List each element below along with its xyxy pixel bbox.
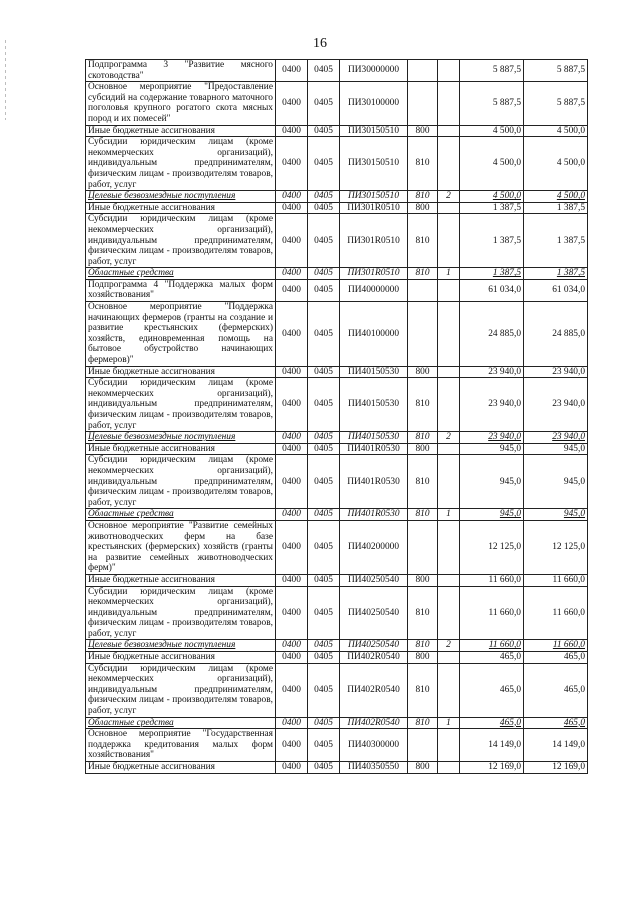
row-name-cell: Иные бюджетные ассигнования <box>86 574 276 586</box>
funding-source-cell <box>438 455 460 509</box>
amount-cell-second: 465,0 <box>524 663 588 717</box>
table-row <box>86 640 588 652</box>
funding-source-cell <box>438 214 460 268</box>
expense-type-cell: 810 <box>408 137 438 191</box>
budget-table <box>85 59 588 774</box>
target-article-cell: ПИ40250540 <box>340 574 408 586</box>
funding-source-cell <box>438 652 460 664</box>
amount-cell: 23 940,0 <box>460 366 524 378</box>
funding-source-cell <box>438 137 460 191</box>
target-article-cell: ПИ402R0540 <box>340 652 408 664</box>
target-article-cell: ПИ40150530 <box>340 432 408 444</box>
row-name-cell: Иные бюджетные ассигнования <box>86 762 276 774</box>
table-row <box>86 137 588 191</box>
expense-type-cell: 810 <box>408 455 438 509</box>
section-code-cell: 0400 <box>276 214 308 268</box>
amount-cell: 5 887,5 <box>460 60 524 82</box>
table-row <box>86 520 588 574</box>
target-article-cell: ПИ401R0530 <box>340 509 408 521</box>
table-row <box>86 717 588 729</box>
section-code-cell: 0400 <box>276 574 308 586</box>
row-name-cell: Иные бюджетные ассигнования <box>86 443 276 455</box>
section-code-cell: 0400 <box>276 586 308 640</box>
funding-source-cell: 1 <box>438 509 460 521</box>
funding-source-cell <box>438 202 460 214</box>
funding-source-cell <box>438 729 460 762</box>
expense-type-cell: 810 <box>408 509 438 521</box>
section-code-cell: 0400 <box>276 652 308 664</box>
table-row <box>86 586 588 640</box>
amount-cell: 23 940,0 <box>460 432 524 444</box>
amount-cell-second: 24 885,0 <box>524 302 588 367</box>
expense-type-cell: 810 <box>408 432 438 444</box>
subsection-code-cell: 0405 <box>308 137 340 191</box>
target-article-cell: ПИ30000000 <box>340 60 408 82</box>
table-row <box>86 455 588 509</box>
target-article-cell: ПИ402R0540 <box>340 663 408 717</box>
subsection-code-cell: 0405 <box>308 366 340 378</box>
target-article-cell: ПИ30150510 <box>340 191 408 203</box>
table-row <box>86 443 588 455</box>
row-name-cell: Иные бюджетные ассигнования <box>86 202 276 214</box>
table-row <box>86 60 588 82</box>
amount-cell-second: 11 660,0 <box>524 574 588 586</box>
expense-type-cell <box>408 60 438 82</box>
margin-dotted-line <box>5 40 6 120</box>
target-article-cell: ПИ401R0530 <box>340 443 408 455</box>
expense-type-cell: 810 <box>408 268 438 280</box>
funding-source-cell <box>438 443 460 455</box>
expense-type-cell <box>408 729 438 762</box>
expense-type-cell: 810 <box>408 640 438 652</box>
expense-type-cell: 810 <box>408 191 438 203</box>
subsection-code-cell: 0405 <box>308 663 340 717</box>
row-name-cell: Субсидии юридическим лицам (кроме некоммерческих организаций), индивидуальным предпринимателям, физическим лицам - производителям товаров, работ, услуг <box>86 586 276 640</box>
funding-source-cell <box>438 366 460 378</box>
amount-cell: 465,0 <box>460 717 524 729</box>
table-row <box>86 729 588 762</box>
row-name-cell: Иные бюджетные ассигнования <box>86 125 276 137</box>
row-name-cell: Субсидии юридическим лицам (кроме некоммерческих организаций), индивидуальным предпринимателям, физическим лицам - производителям товаров, работ, услуг <box>86 137 276 191</box>
row-name-cell: Областные средства <box>86 268 276 280</box>
amount-cell-second: 465,0 <box>524 717 588 729</box>
amount-cell: 465,0 <box>460 663 524 717</box>
table-row <box>86 432 588 444</box>
amount-cell-second: 11 660,0 <box>524 640 588 652</box>
amount-cell: 4 500,0 <box>460 125 524 137</box>
target-article-cell: ПИ40150530 <box>340 366 408 378</box>
row-name-cell: Областные средства <box>86 509 276 521</box>
funding-source-cell: 1 <box>438 717 460 729</box>
amount-cell-second: 5 887,5 <box>524 82 588 125</box>
funding-source-cell <box>438 82 460 125</box>
subsection-code-cell: 0405 <box>308 729 340 762</box>
expense-type-cell <box>408 82 438 125</box>
table-row <box>86 302 588 367</box>
expense-type-cell: 800 <box>408 202 438 214</box>
funding-source-cell: 2 <box>438 640 460 652</box>
expense-type-cell <box>408 520 438 574</box>
expense-type-cell: 800 <box>408 443 438 455</box>
budget-table-body <box>86 60 588 774</box>
row-name-cell: Субсидии юридическим лицам (кроме некоммерческих организаций), индивидуальным предпринимателям, физическим лицам - производителям товаров, работ, услуг <box>86 214 276 268</box>
amount-cell-second: 12 169,0 <box>524 762 588 774</box>
amount-cell-second: 23 940,0 <box>524 432 588 444</box>
table-row <box>86 202 588 214</box>
amount-cell: 14 149,0 <box>460 729 524 762</box>
section-code-cell: 0400 <box>276 432 308 444</box>
subsection-code-cell: 0405 <box>308 60 340 82</box>
subsection-code-cell: 0405 <box>308 82 340 125</box>
amount-cell: 945,0 <box>460 509 524 521</box>
amount-cell-second: 4 500,0 <box>524 191 588 203</box>
table-row <box>86 652 588 664</box>
subsection-code-cell: 0405 <box>308 640 340 652</box>
section-code-cell: 0400 <box>276 302 308 367</box>
table-row <box>86 762 588 774</box>
target-article-cell: ПИ40000000 <box>340 279 408 301</box>
expense-type-cell: 810 <box>408 717 438 729</box>
amount-cell-second: 465,0 <box>524 652 588 664</box>
row-name-cell: Подпрограмма 4 "Поддержка малых форм хозяйствования" <box>86 279 276 301</box>
expense-type-cell: 810 <box>408 586 438 640</box>
subsection-code-cell: 0405 <box>308 378 340 432</box>
amount-cell-second: 945,0 <box>524 509 588 521</box>
section-code-cell: 0400 <box>276 125 308 137</box>
funding-source-cell <box>438 302 460 367</box>
table-row <box>86 279 588 301</box>
funding-source-cell: 2 <box>438 191 460 203</box>
section-code-cell: 0400 <box>276 717 308 729</box>
row-name-cell: Областные средства <box>86 717 276 729</box>
funding-source-cell: 1 <box>438 268 460 280</box>
expense-type-cell: 800 <box>408 652 438 664</box>
section-code-cell: 0400 <box>276 762 308 774</box>
funding-source-cell <box>438 663 460 717</box>
row-name-cell: Основное мероприятие "Поддержка начинающих фермеров (гранты на создание и развитие крестьянских (фермерских) хозяйств, единовременная помощь на бытовое обустройство начинающих фермеров)" <box>86 302 276 367</box>
subsection-code-cell: 0405 <box>308 214 340 268</box>
expense-type-cell: 800 <box>408 762 438 774</box>
subsection-code-cell: 0405 <box>308 520 340 574</box>
row-name-cell: Основное мероприятие "Предоставление субсидий на содержание товарного маточного поголовья крупного рогатого скота мясных пород и их помесей" <box>86 82 276 125</box>
section-code-cell: 0400 <box>276 202 308 214</box>
target-article-cell: ПИ40150530 <box>340 378 408 432</box>
target-article-cell: ПИ30150510 <box>340 137 408 191</box>
funding-source-cell <box>438 125 460 137</box>
target-article-cell: ПИ40300000 <box>340 729 408 762</box>
subsection-code-cell: 0405 <box>308 125 340 137</box>
amount-cell-second: 945,0 <box>524 455 588 509</box>
target-article-cell: ПИ301R0510 <box>340 214 408 268</box>
funding-source-cell <box>438 586 460 640</box>
section-code-cell: 0400 <box>276 60 308 82</box>
amount-cell: 4 500,0 <box>460 137 524 191</box>
table-row <box>86 125 588 137</box>
table-row <box>86 214 588 268</box>
target-article-cell: ПИ30150510 <box>340 125 408 137</box>
funding-source-cell <box>438 762 460 774</box>
section-code-cell: 0400 <box>276 137 308 191</box>
section-code-cell: 0400 <box>276 191 308 203</box>
target-article-cell: ПИ402R0540 <box>340 717 408 729</box>
section-code-cell: 0400 <box>276 509 308 521</box>
amount-cell-second: 4 500,0 <box>524 125 588 137</box>
expense-type-cell: 800 <box>408 125 438 137</box>
row-name-cell: Субсидии юридическим лицам (кроме некоммерческих организаций), индивидуальным предпринимателям, физическим лицам - производителям товаров, работ, услуг <box>86 378 276 432</box>
amount-cell-second: 23 940,0 <box>524 378 588 432</box>
target-article-cell: ПИ301R0510 <box>340 268 408 280</box>
funding-source-cell: 2 <box>438 432 460 444</box>
target-article-cell: ПИ40250540 <box>340 586 408 640</box>
expense-type-cell: 800 <box>408 574 438 586</box>
amount-cell: 12 169,0 <box>460 762 524 774</box>
target-article-cell: ПИ40200000 <box>340 520 408 574</box>
subsection-code-cell: 0405 <box>308 574 340 586</box>
table-row <box>86 82 588 125</box>
row-name-cell: Субсидии юридическим лицам (кроме некоммерческих организаций), индивидуальным предпринимателям, физическим лицам - производителям товаров, работ, услуг <box>86 455 276 509</box>
target-article-cell: ПИ40350550 <box>340 762 408 774</box>
amount-cell: 11 660,0 <box>460 574 524 586</box>
amount-cell: 23 940,0 <box>460 378 524 432</box>
subsection-code-cell: 0405 <box>308 202 340 214</box>
amount-cell: 945,0 <box>460 455 524 509</box>
subsection-code-cell: 0405 <box>308 191 340 203</box>
target-article-cell: ПИ30100000 <box>340 82 408 125</box>
amount-cell-second: 1 387,5 <box>524 202 588 214</box>
section-code-cell: 0400 <box>276 520 308 574</box>
subsection-code-cell: 0405 <box>308 762 340 774</box>
expense-type-cell: 810 <box>408 663 438 717</box>
section-code-cell: 0400 <box>276 640 308 652</box>
section-code-cell: 0400 <box>276 378 308 432</box>
section-code-cell: 0400 <box>276 455 308 509</box>
subsection-code-cell: 0405 <box>308 302 340 367</box>
section-code-cell: 0400 <box>276 268 308 280</box>
section-code-cell: 0400 <box>276 82 308 125</box>
subsection-code-cell: 0405 <box>308 443 340 455</box>
amount-cell: 11 660,0 <box>460 586 524 640</box>
amount-cell: 1 387,5 <box>460 202 524 214</box>
amount-cell-second: 11 660,0 <box>524 586 588 640</box>
funding-source-cell <box>438 520 460 574</box>
funding-source-cell <box>438 574 460 586</box>
amount-cell-second: 5 887,5 <box>524 60 588 82</box>
expense-type-cell <box>408 302 438 367</box>
expense-type-cell: 810 <box>408 214 438 268</box>
expense-type-cell <box>408 279 438 301</box>
subsection-code-cell: 0405 <box>308 432 340 444</box>
row-name-cell: Субсидии юридическим лицам (кроме некоммерческих организаций), индивидуальным предпринимателям, физическим лицам - производителям товаров, работ, услуг <box>86 663 276 717</box>
funding-source-cell <box>438 60 460 82</box>
amount-cell-second: 4 500,0 <box>524 137 588 191</box>
row-name-cell: Целевые безвозмездные поступления <box>86 432 276 444</box>
funding-source-cell <box>438 279 460 301</box>
amount-cell-second: 945,0 <box>524 443 588 455</box>
amount-cell: 945,0 <box>460 443 524 455</box>
amount-cell: 5 887,5 <box>460 82 524 125</box>
table-row <box>86 268 588 280</box>
subsection-code-cell: 0405 <box>308 279 340 301</box>
amount-cell: 465,0 <box>460 652 524 664</box>
amount-cell: 24 885,0 <box>460 302 524 367</box>
target-article-cell: ПИ301R0510 <box>340 202 408 214</box>
page-number: 16 <box>313 36 327 51</box>
row-name-cell: Иные бюджетные ассигнования <box>86 652 276 664</box>
funding-source-cell <box>438 378 460 432</box>
target-article-cell: ПИ40100000 <box>340 302 408 367</box>
section-code-cell: 0400 <box>276 443 308 455</box>
amount-cell: 1 387,5 <box>460 214 524 268</box>
amount-cell: 1 387,5 <box>460 268 524 280</box>
section-code-cell: 0400 <box>276 663 308 717</box>
amount-cell: 61 034,0 <box>460 279 524 301</box>
table-row <box>86 663 588 717</box>
subsection-code-cell: 0405 <box>308 509 340 521</box>
section-code-cell: 0400 <box>276 729 308 762</box>
expense-type-cell: 810 <box>408 378 438 432</box>
section-code-cell: 0400 <box>276 279 308 301</box>
subsection-code-cell: 0405 <box>308 652 340 664</box>
table-row <box>86 366 588 378</box>
subsection-code-cell: 0405 <box>308 717 340 729</box>
row-name-cell: Подпрограмма 3 "Развитие мясного скотоводства" <box>86 60 276 82</box>
subsection-code-cell: 0405 <box>308 268 340 280</box>
amount-cell: 4 500,0 <box>460 191 524 203</box>
row-name-cell: Целевые безвозмездные поступления <box>86 640 276 652</box>
row-name-cell: Основное мероприятие "Развитие семейных животноводческих ферм на базе крестьянских (фермерских) хозяйств (гранты на развитие семейных животноводческих ферм)" <box>86 520 276 574</box>
amount-cell-second: 1 387,5 <box>524 268 588 280</box>
amount-cell-second: 1 387,5 <box>524 214 588 268</box>
table-row <box>86 574 588 586</box>
row-name-cell: Иные бюджетные ассигнования <box>86 366 276 378</box>
table-row <box>86 509 588 521</box>
table-row <box>86 191 588 203</box>
amount-cell: 11 660,0 <box>460 640 524 652</box>
amount-cell: 12 125,0 <box>460 520 524 574</box>
row-name-cell: Целевые безвозмездные поступления <box>86 191 276 203</box>
amount-cell-second: 61 034,0 <box>524 279 588 301</box>
subsection-code-cell: 0405 <box>308 455 340 509</box>
table-row <box>86 378 588 432</box>
amount-cell-second: 14 149,0 <box>524 729 588 762</box>
target-article-cell: ПИ401R0530 <box>340 455 408 509</box>
amount-cell-second: 23 940,0 <box>524 366 588 378</box>
subsection-code-cell: 0405 <box>308 586 340 640</box>
amount-cell-second: 12 125,0 <box>524 520 588 574</box>
target-article-cell: ПИ40250540 <box>340 640 408 652</box>
section-code-cell: 0400 <box>276 366 308 378</box>
row-name-cell: Основное мероприятие "Государственная поддержка кредитования малых форм хозяйствования" <box>86 729 276 762</box>
expense-type-cell: 800 <box>408 366 438 378</box>
